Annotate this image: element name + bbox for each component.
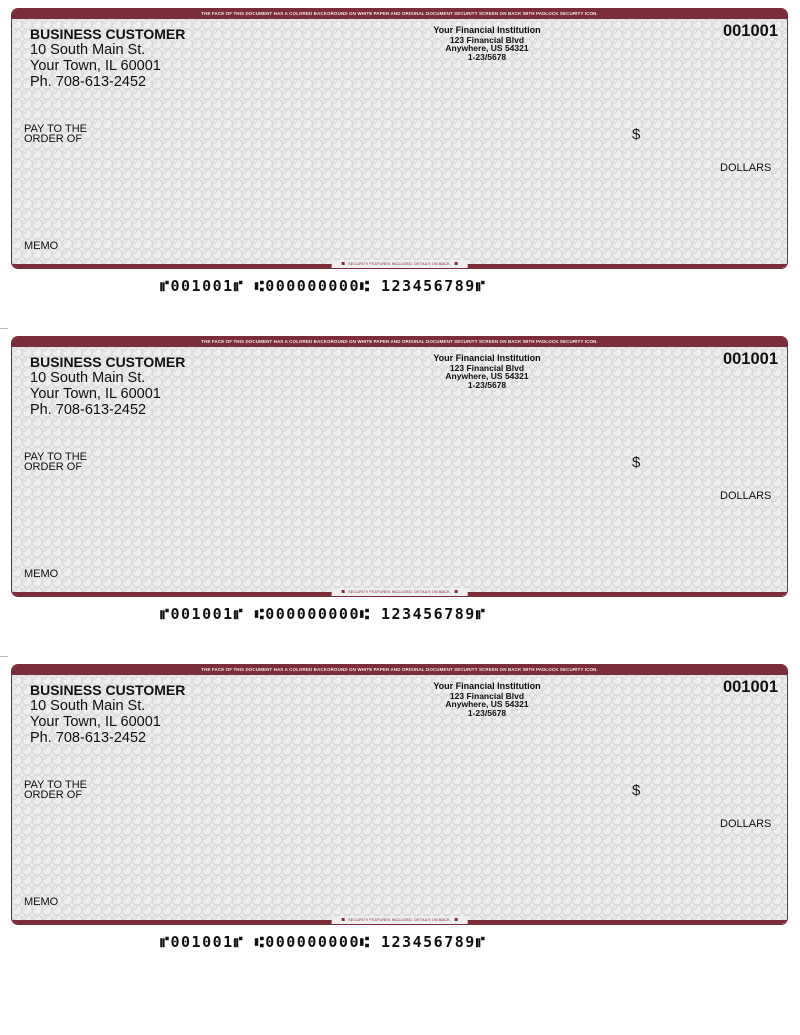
padlock-icon xyxy=(341,590,344,593)
business-address-line-2: Your Town, IL 60001 xyxy=(30,58,161,74)
dollar-sign: $ xyxy=(632,454,641,471)
bank-address-line-2: Anywhere, US 54321 xyxy=(445,371,529,381)
bank-name: Your Financial Institution xyxy=(433,681,541,691)
security-footer-text: SECURITY FEATURES INCLUDED. DETAILS ON BACK. xyxy=(348,261,451,266)
padlock-icon xyxy=(455,262,458,265)
security-notice-bar: THE FACE OF THIS DOCUMENT HAS A COLORED BACKGROUND ON WHITE PAPER AND ORIGINAL DOCUMENT SECURITY SCREEN ON BACK WITH PADLOCK SECURITY ICON. xyxy=(12,337,787,347)
business-address-line-1: 10 South Main St. xyxy=(30,698,146,714)
bank-info xyxy=(417,354,557,389)
check-1 xyxy=(11,8,788,269)
dollar-sign: $ xyxy=(632,782,641,799)
pay-label-line-1: PAY TO THE xyxy=(24,779,87,791)
business-address-line-1: 10 South Main St. xyxy=(30,370,146,386)
security-footer xyxy=(331,916,468,924)
bank-address-line-1: 123 Financial Blvd xyxy=(449,690,525,701)
check-slot-1 xyxy=(0,0,800,328)
check-number: 001001 xyxy=(722,22,778,40)
micr-line: ⑈001001⑈ ⑆000000000⑆ 123456789⑈ xyxy=(160,933,487,951)
pay-label-line-1: PAY TO THE xyxy=(24,123,87,135)
pay-label-line-1: PAY TO THE xyxy=(24,451,87,463)
memo-label: MEMO xyxy=(24,896,59,908)
business-name: BUSINESS CUSTOMER xyxy=(30,682,186,698)
bank-info xyxy=(417,682,557,717)
perforation-mark xyxy=(0,328,8,329)
bank-info xyxy=(417,26,557,61)
dollars-label: DOLLARS xyxy=(720,490,772,502)
check-3 xyxy=(11,664,788,925)
security-footer xyxy=(331,260,468,268)
pay-to-the-order-of-label xyxy=(24,452,87,472)
business-phone: Ph. 708-613-2452 xyxy=(30,74,147,90)
micr-line: ⑈001001⑈ ⑆000000000⑆ 123456789⑈ xyxy=(160,605,487,623)
bank-name: Your Financial Institution xyxy=(433,25,541,35)
pay-to-the-order-of-label xyxy=(24,124,87,144)
business-name: BUSINESS CUSTOMER xyxy=(30,26,186,42)
bank-fraction: 1-23/5678 xyxy=(467,51,507,62)
check-slot-3 xyxy=(0,656,800,984)
security-notice-bar: THE FACE OF THIS DOCUMENT HAS A COLORED BACKGROUND ON WHITE PAPER AND ORIGINAL DOCUMENT SECURITY SCREEN ON BACK WITH PADLOCK SECURITY ICON. xyxy=(12,665,787,675)
bank-fraction: 1-23/5678 xyxy=(467,707,507,718)
business-name: BUSINESS CUSTOMER xyxy=(30,354,186,370)
bank-address-line-1: 123 Financial Blvd xyxy=(449,34,525,45)
business-address-line-2: Your Town, IL 60001 xyxy=(30,386,161,402)
dollars-label: DOLLARS xyxy=(720,162,772,174)
bank-address-line-1: 123 Financial Blvd xyxy=(449,362,525,373)
check-number: 001001 xyxy=(722,350,778,368)
memo-label: MEMO xyxy=(24,568,59,580)
bank-address-line-2: Anywhere, US 54321 xyxy=(445,43,529,53)
pay-label-line-2: ORDER OF xyxy=(24,461,83,473)
business-phone: Ph. 708-613-2452 xyxy=(30,730,147,746)
pay-label-line-2: ORDER OF xyxy=(24,133,83,145)
check-slot-2 xyxy=(0,328,800,656)
padlock-icon xyxy=(455,590,458,593)
pay-to-the-order-of-label xyxy=(24,780,87,800)
padlock-icon xyxy=(341,918,344,921)
security-footer-text: SECURITY FEATURES INCLUDED. DETAILS ON BACK. xyxy=(348,589,451,594)
micr-line: ⑈001001⑈ ⑆000000000⑆ 123456789⑈ xyxy=(160,277,487,295)
bank-address-line-2: Anywhere, US 54321 xyxy=(445,699,529,709)
security-footer xyxy=(331,588,468,596)
dollars-label: DOLLARS xyxy=(720,818,772,830)
check-2 xyxy=(11,336,788,597)
dollar-sign: $ xyxy=(632,126,641,143)
bank-name: Your Financial Institution xyxy=(433,353,541,363)
padlock-icon xyxy=(341,262,344,265)
padlock-icon xyxy=(455,918,458,921)
check-number: 001001 xyxy=(722,678,778,696)
perforation-mark xyxy=(0,656,8,657)
business-address-line-1: 10 South Main St. xyxy=(30,42,146,58)
pay-label-line-2: ORDER OF xyxy=(24,789,83,801)
business-phone: Ph. 708-613-2452 xyxy=(30,402,147,418)
memo-label: MEMO xyxy=(24,240,59,252)
security-footer-text: SECURITY FEATURES INCLUDED. DETAILS ON BACK. xyxy=(348,917,451,922)
business-address-line-2: Your Town, IL 60001 xyxy=(30,714,161,730)
security-notice-bar: THE FACE OF THIS DOCUMENT HAS A COLORED BACKGROUND ON WHITE PAPER AND ORIGINAL DOCUMENT SECURITY SCREEN ON BACK WITH PADLOCK SECURITY ICON. xyxy=(12,9,787,19)
bank-fraction: 1-23/5678 xyxy=(467,379,507,390)
